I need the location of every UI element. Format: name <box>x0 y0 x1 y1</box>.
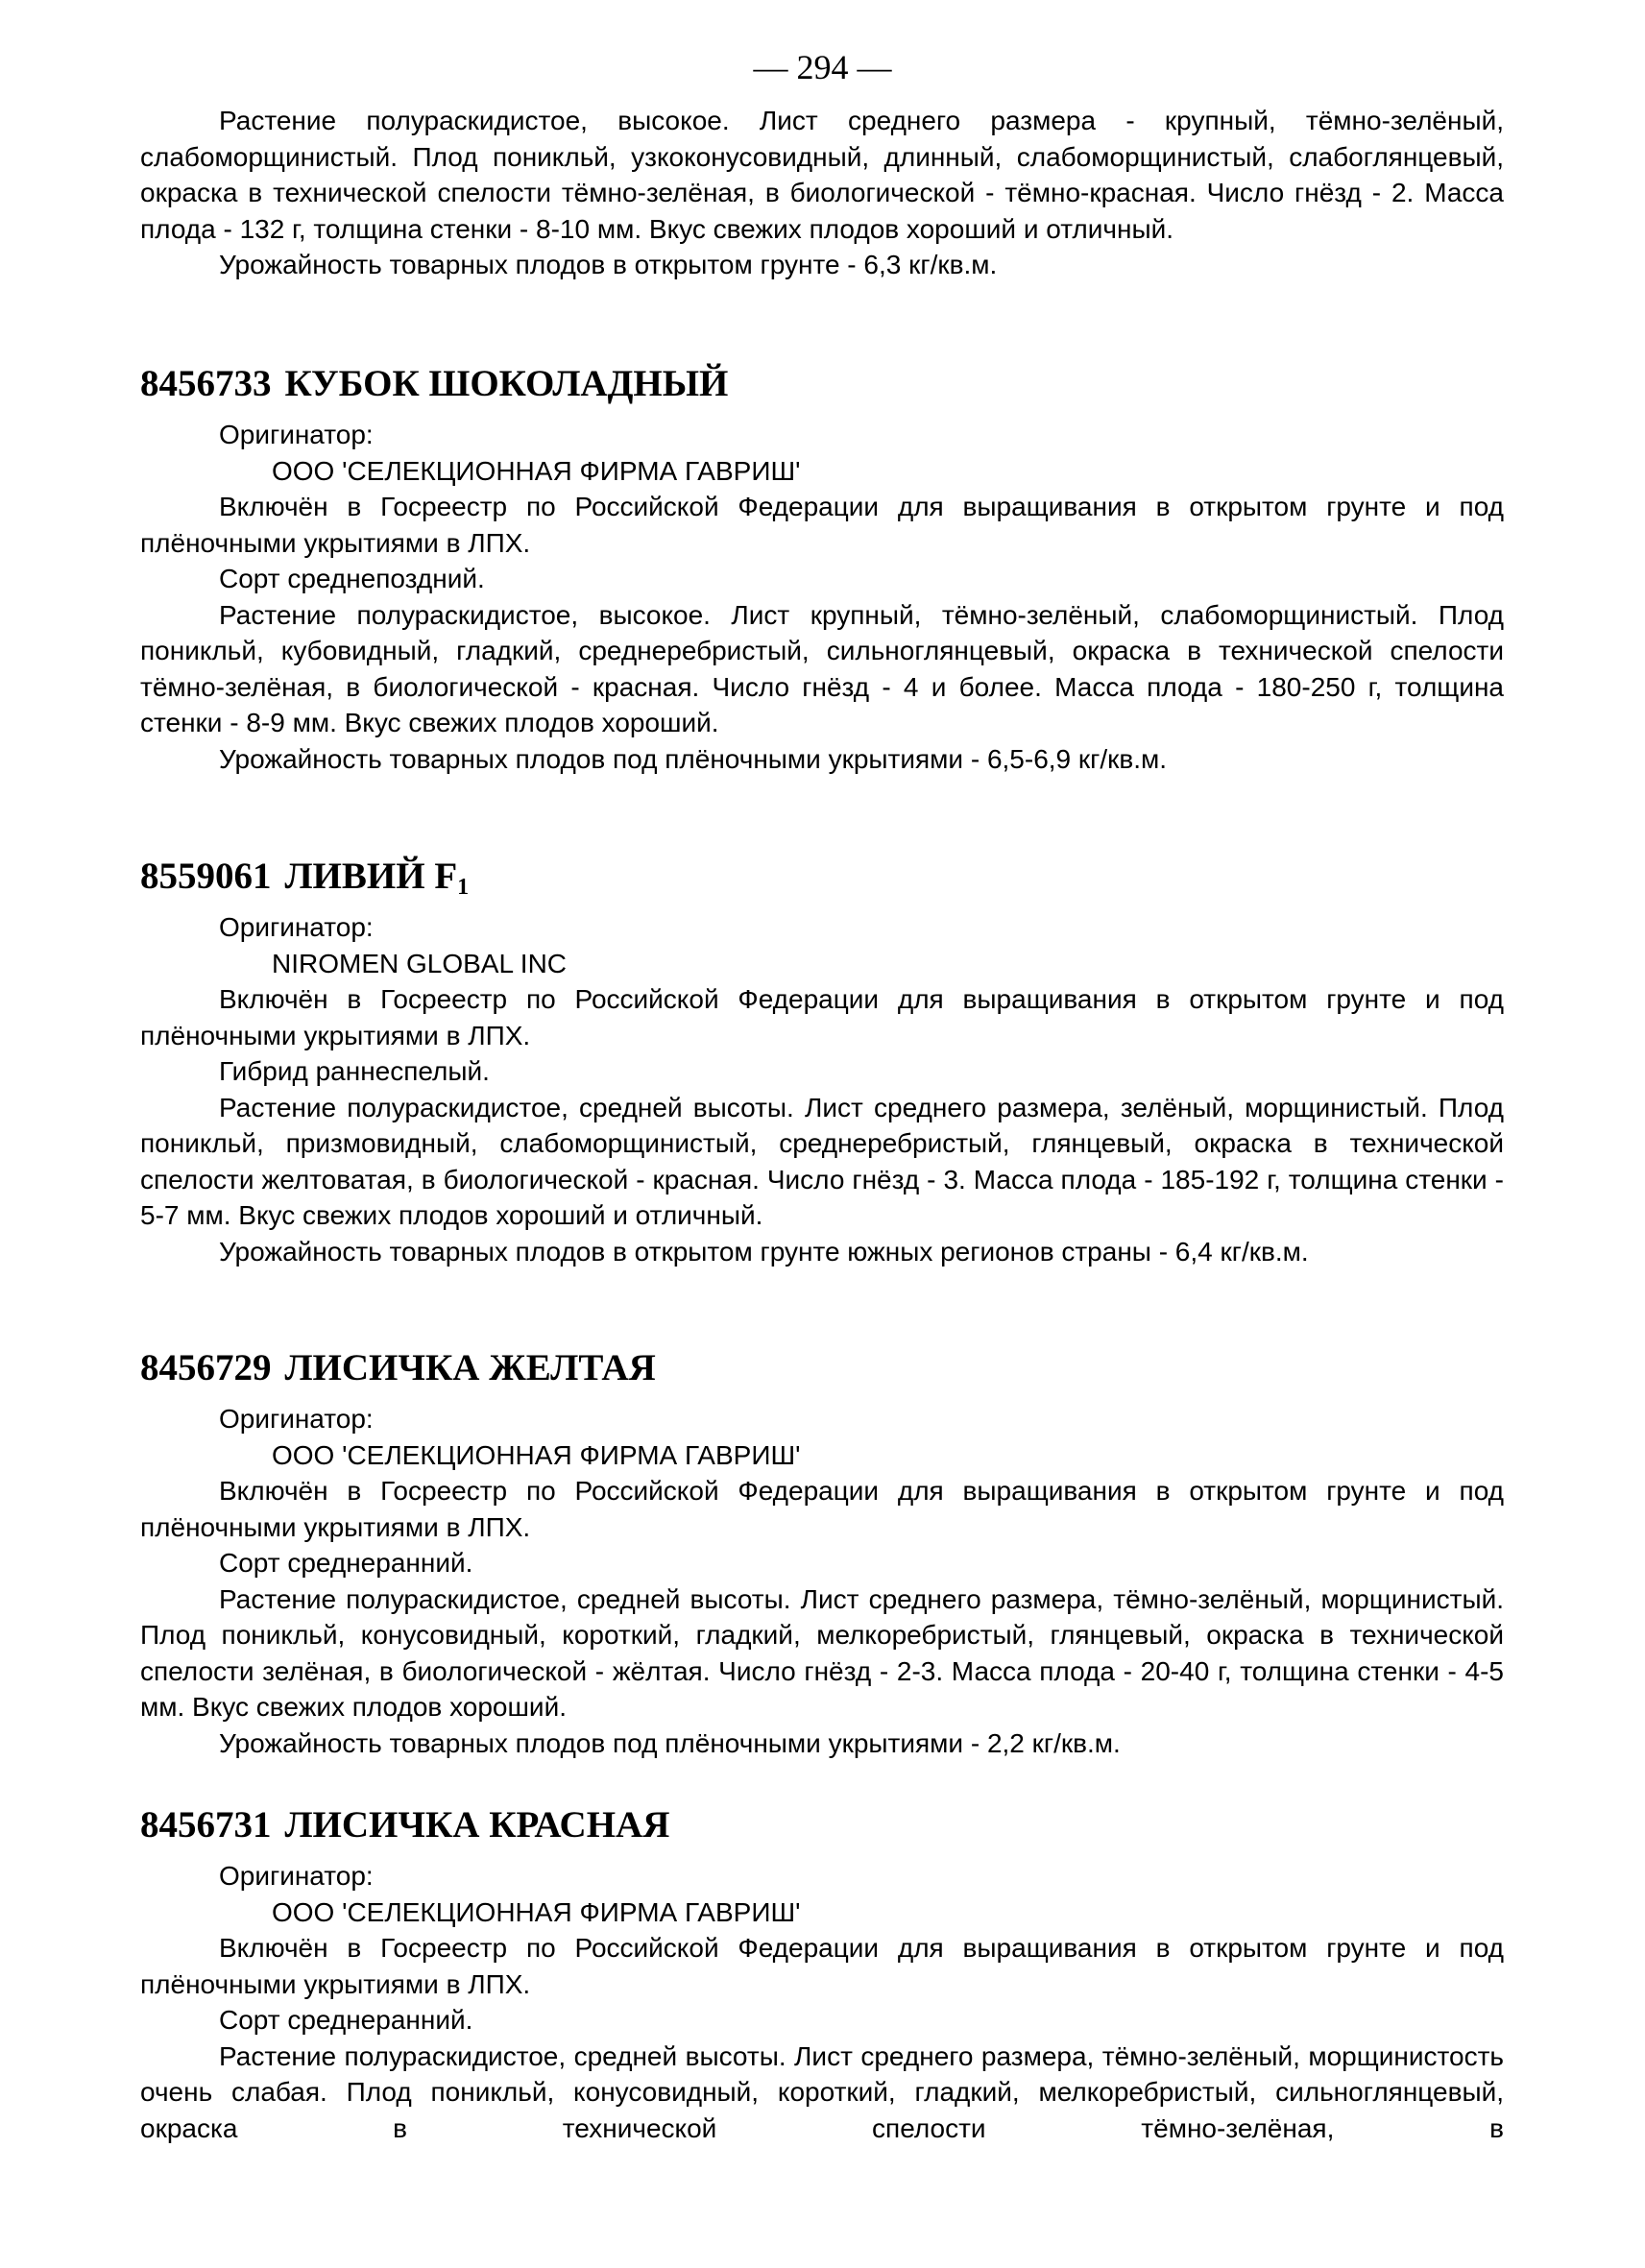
variety-entry <box>140 361 1504 777</box>
variety-type: Гибрид раннеспелый. <box>219 1056 490 1086</box>
yield-text: Урожайность товарных плодов под плёночными укрытиями - 6,5-6,9 кг/кв.м. <box>219 743 1168 774</box>
variety-type: Сорт среднеранний. <box>219 1548 473 1578</box>
variety-title <box>140 1802 1504 1848</box>
originator-label: Оригинатор: <box>219 1404 374 1434</box>
yield-text: Урожайность товарных плодов в открытом грунте южных регионов страны - 6,4 кг/кв.м. <box>219 1236 1309 1267</box>
variety-type: Сорт среднеранний. <box>219 2005 473 2035</box>
variety-title <box>140 361 1504 407</box>
registry-text: Включён в Госреестр по Российской Федерации для выращивания в открытом грунте и под плёночными укрытиями в ЛПХ. <box>140 1476 1504 1542</box>
originator-name: ООО 'СЕЛЕКЦИОННАЯ ФИРМА ГАВРИШ' <box>272 455 801 486</box>
description-text: Растение полураскидистое, высокое. Лист крупный, тёмно-зелёный, слабоморщинистый. Плод поникльй, кубовидный, гладкий, среднеребристый, сильноглянцевый, окраска в технической спелости тёмно-зелёная, в биологической - красная. Число гнёзд - 4 и более. Масса плода - 180-250 г, толщина стенки - 8-9 мм. Вкус свежих плодов хороший. <box>140 599 1504 737</box>
variety-name: ЛИВИЙ F <box>284 856 458 897</box>
registry-text: Включён в Госреестр по Российской Федерации для выращивания в открытом грунте и под плёночными укрытиями в ЛПХ. <box>140 1933 1504 1999</box>
registry-text: Включён в Госреестр по Российской Федерации для выращивания в открытом грунте и под плёночными укрытиями в ЛПХ. <box>140 492 1504 558</box>
description-text: Растение полураскидистое, средней высоты. Лист среднего размера, тёмно-зелёный, морщинистость очень слабая. Плод поникльй, конусовидный, короткий, гладкий, мелкоребристый, сильноглянцевый, окраска в технической спелости тёмно-зелёная, в <box>140 2040 1504 2143</box>
variety-entry <box>140 1345 1504 1761</box>
page-number: — 294 — <box>753 48 892 86</box>
originator-label: Оригинатор: <box>219 1861 374 1891</box>
originator-label: Оригинатор: <box>219 420 374 449</box>
description-text: Растение полураскидистое, высокое. Лист среднего размера - крупный, тёмно-зелёный, слабоморщинистый. Плод поникльй, узкоконусовидный, длинный, слабоморщинистый, слабоглянцевый, окраска в технической спелости тёмно-зелёная, в биологической - тёмно-красная. Число гнёзд - 2. Масса плода - 132 г, толщина стенки - 8-10 мм. Вкус свежих плодов хороший и отличный. <box>140 106 1504 244</box>
variety-entry <box>140 1802 1504 2146</box>
variety-name-subscript: 1 <box>457 875 470 900</box>
description-text: Растение полураскидистое, средней высоты. Лист среднего размера, тёмно-зелёный, морщинистый. Плод поникльй, конусовидный, короткий, гладкий, мелкоребристый, глянцевый, окраска в технической спелости зелёная, в биологической - жёлтая. Число гнёзд - 2-3. Масса плода - 20-40 г, толщина стенки - 4-5 мм. Вкус свежих плодов хороший. <box>140 1583 1504 1722</box>
registry-text: Включён в Госреестр по Российской Федерации для выращивания в открытом грунте и под плёночными укрытиями в ЛПХ. <box>140 984 1504 1050</box>
variety-entry <box>140 854 1504 1269</box>
yield-text: Урожайность товарных плодов под плёночными укрытиями - 2,2 кг/кв.м. <box>219 1727 1121 1758</box>
originator-name: ООО 'СЕЛЕКЦИОННАЯ ФИРМА ГАВРИШ' <box>272 1439 801 1470</box>
variety-code: 8456729 <box>140 1347 272 1388</box>
variety-name: ЛИСИЧКА ЖЕЛТАЯ <box>284 1347 656 1388</box>
variety-type: Сорт среднепоздний. <box>219 564 485 593</box>
description-text: Растение полураскидистое, средней высоты. Лист среднего размера, зелёный, морщинистый. Плод поникльй, призмовидный, слабоморщинистый, среднеребристый, глянцевый, окраска в технической спелости желтоватая, в биологической - красная. Число гнёзд - 3. Масса плода - 185-192 г, толщина стенки - 5-7 мм. Вкус свежих плодов хороший и отличный. <box>140 1092 1504 1230</box>
originator-label: Оригинатор: <box>219 912 374 942</box>
variety-title <box>140 1345 1504 1391</box>
yield-text: Урожайность товарных плодов в открытом грунте - 6,3 кг/кв.м. <box>219 250 998 279</box>
continuation-section <box>140 103 1504 283</box>
variety-name: ЛИСИЧКА КРАСНАЯ <box>284 1804 670 1846</box>
originator-name: ООО 'СЕЛЕКЦИОННАЯ ФИРМА ГАВРИШ' <box>272 1896 801 1927</box>
variety-title <box>140 854 1504 900</box>
variety-name: КУБОК ШОКОЛАДНЫЙ <box>284 363 729 404</box>
variety-code: 8456731 <box>140 1804 272 1846</box>
variety-code: 8559061 <box>140 856 272 897</box>
variety-code: 8456733 <box>140 363 272 404</box>
originator-name: NIROMEN GLOBAL INC <box>272 948 568 978</box>
